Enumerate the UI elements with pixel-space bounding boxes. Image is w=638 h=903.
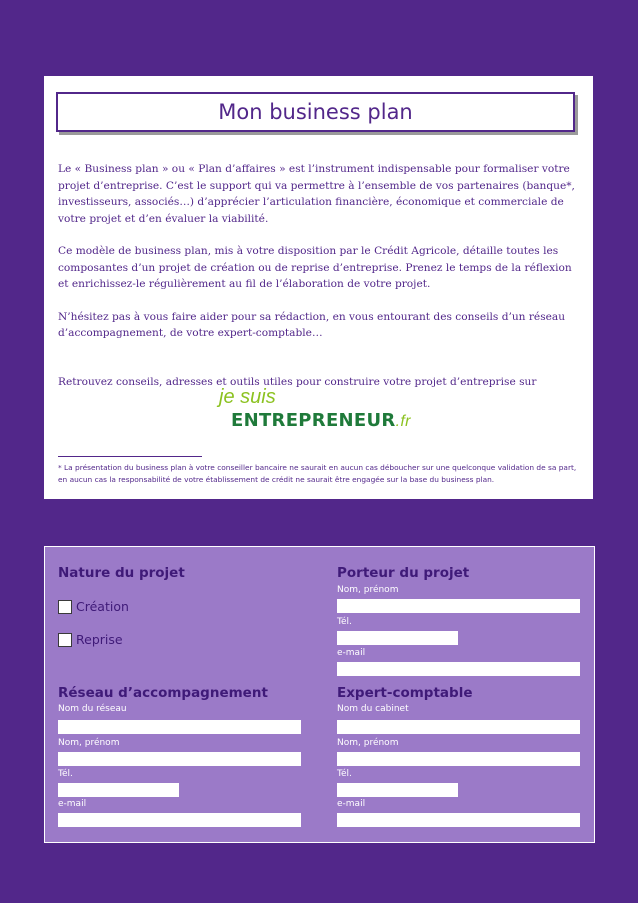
intro-panel	[44, 76, 593, 499]
expert-email-label: e-mail	[337, 799, 366, 809]
footnote: * La présentation du business plan à votre conseiller bancaire ne saurait en aucun cas déboucher sur une quelconque validation de sa part, en aucun cas la responsabilité de votre établissement de crédit ne saurait être engagée sur la base du business plan.	[58, 463, 577, 484]
expert-cabinet-input[interactable]	[337, 720, 580, 734]
reseau-network-input[interactable]	[58, 720, 301, 734]
reseau-title: Réseau d’accompagnement	[58, 685, 268, 701]
expert-title: Expert-comptable	[337, 685, 473, 701]
reprise-checkbox[interactable]	[58, 633, 72, 647]
logo-suffix: .fr	[395, 413, 411, 430]
nature-title: Nature du projet	[58, 565, 185, 581]
title-box	[56, 92, 575, 132]
creation-label: Création	[76, 599, 129, 614]
reseau-name-label: Nom, prénom	[58, 738, 120, 748]
porteur-email-label: e-mail	[337, 648, 366, 658]
reseau-email-label: e-mail	[58, 799, 87, 809]
contact-form	[44, 546, 595, 843]
intro-paragraph-4: Retrouvez conseils, adresses et outils utiles pour construire votre projet d’entreprise sur	[58, 375, 537, 388]
footnote-divider	[58, 456, 202, 457]
porteur-tel-input[interactable]	[337, 631, 458, 645]
intro-paragraph-2: Ce modèle de business plan, mis à votre disposition par le Crédit Agricole, détaille toutes les composantes d’un projet de création ou de reprise d’entreprise. Prenez le temps de la réflexion et enrichissez-le régulièrement au fil de l’élaboration de votre projet.	[58, 245, 572, 290]
expert-email-input[interactable]	[337, 813, 580, 827]
expert-tel-label: Tél.	[337, 769, 352, 779]
reseau-name-input[interactable]	[58, 752, 301, 766]
logo-line1: je suis	[219, 386, 276, 408]
expert-tel-input[interactable]	[337, 783, 458, 797]
porteur-name-input[interactable]	[337, 599, 580, 613]
expert-name-label: Nom, prénom	[337, 738, 399, 748]
expert-name-input[interactable]	[337, 752, 580, 766]
option-reprise[interactable]	[58, 632, 123, 647]
jesuisentrepreneur-logo[interactable]	[219, 386, 439, 436]
creation-checkbox[interactable]	[58, 600, 72, 614]
reprise-label: Reprise	[76, 632, 123, 647]
logo-wordmark: ENTREPRENEUR	[231, 410, 396, 431]
intro-paragraph-1: Le « Business plan » ou « Plan d’affaires » est l’instrument indispensable pour formaliser votre projet d’entreprise. C’est le support qui va permettre à l’ensemble de vos partenaires (banque*, investisseurs, associés…) d’apprécier l’articulation financière, économique et commerciale de votre projet et d’en évaluer la viabilité.	[58, 163, 575, 225]
porteur-email-input[interactable]	[337, 662, 580, 676]
page-title: Mon business plan	[218, 100, 413, 124]
reseau-tel-label: Tél.	[58, 769, 73, 779]
porteur-name-label: Nom, prénom	[337, 585, 399, 595]
reseau-email-input[interactable]	[58, 813, 301, 827]
option-creation[interactable]	[58, 599, 129, 614]
expert-cabinet-label: Nom du cabinet	[337, 704, 409, 714]
logo-line2	[231, 410, 411, 431]
reseau-network-label: Nom du réseau	[58, 704, 127, 714]
reseau-tel-input[interactable]	[58, 783, 179, 797]
intro-paragraph-3: N’hésitez pas à vous faire aider pour sa rédaction, en vous entourant des conseils d’un réseau d’accompagnement, de votre expert-comptable…	[58, 310, 566, 339]
porteur-tel-label: Tél.	[337, 617, 352, 627]
intro-text	[58, 161, 582, 406]
porteur-title: Porteur du projet	[337, 565, 470, 581]
